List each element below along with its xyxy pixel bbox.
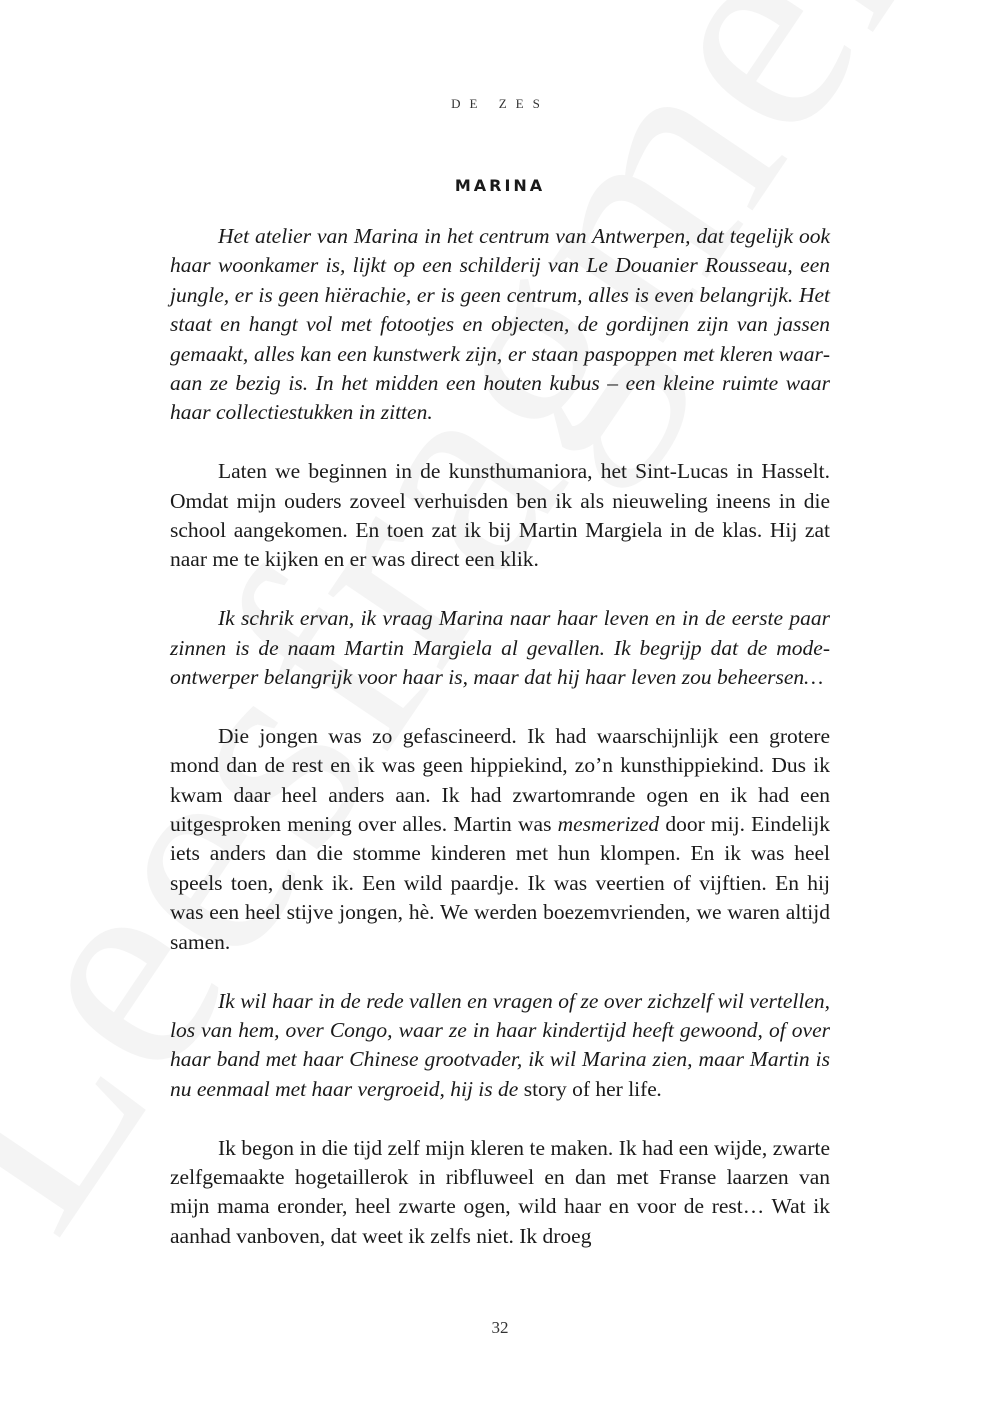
paragraph-gefascineerd-part-2: door mij. Eindelijk iets anders dan die stomme kinderen met hun klompen. En ik was heel speels toen, denk ik. Een wild paardje. Ik was veertien of vijftien. En hij was een heel stijve jongen, hè. We werden boezemvrienden, we waren altijd samen. — [170, 812, 830, 954]
paragraph-kunsthumaniora: Laten we beginnen in de kunsthumaniora, het Sint-Lucas in Hasselt. Omdat mijn ouders zoveel verhuisden ben ik als nieuweling ineens in die school aangekomen. En toen zat ik bij Martin Margiela in de klas. Hij zat naar me te kijken en er was direct een klik. — [170, 459, 830, 572]
body-text — [170, 222, 830, 1281]
paragraph-gefascineerd — [170, 722, 830, 957]
intro-paragraph: Het atelier van Marina in het centrum van Antwerpen, dat tegelijk ook haar woonkamer is, lijkt op een schilderij van Le Douanier Rousseau, een jungle, er is geen hiërachie, er is geen centrum, alles is even belangrijk. Het staat en hangt vol met fotootjes en objecten, de gordijnen zijn van jassen gemaakt, alles kan een kunstwerk zijn, er staan paspoppen met kleren waaraan ze bezig is. In het midden een houten kubus – een kleine ruimte waar haar collectiestukken in zitten. — [170, 224, 830, 425]
phrase-story-of-her-life: story of her life — [523, 1076, 657, 1101]
paragraph-kleren: Ik begon in die tijd zelf mijn kleren te maken. Ik had een wijde, zwarte zelfgemaakte hogetaillerok in ribfluweel en dan met Franse laarzen van mijn mama eronder, heel zwarte ogen, wild haar en voor de rest… Wat ik aanhad vanboven, dat weet ik zelfs niet. Ik droeg — [170, 1135, 830, 1248]
chapter-title: MARINA — [454, 176, 546, 195]
paragraph-rede-vallen-part-2: . — [656, 1076, 663, 1101]
emphasis-mesmerized: mesmerized — [557, 812, 660, 837]
paragraph-rede-vallen — [170, 987, 830, 1105]
page-number: 32 — [491, 1318, 509, 1337]
paragraph-rede-vallen-part-1: Ik wil haar in de rede vallen en vragen of ze over zichzelf wil vertellen, los van hem, over Congo, waar ze in haar kindertijd heeft gewoond, of over haar band met haar Chinese grootvader, ik wil Marina zien, maar Martin is nu eenmaal met haar vergroeid, hij is de — [170, 988, 830, 1101]
paragraph-schrik: Ik schrik ervan, ik vraag Marina naar haar leven en in de eerste paar zinnen is de naam Martin Margiela al gevallen. Ik begrijp dat de modeontwerper belangrijk voor haar is, maar dat hij haar leven zou beheersen… — [170, 606, 830, 690]
paragraph-gefascineerd-part-1: Die jongen was zo gefascineerd. Ik had waarschijnlijk een grotere mond dan de rest en ik was geen hippiekind, zo’n kunsthippiekind. Dus ik kwam daar heel anders aan. Ik had zwartomrande ogen en ik had een uitgesproken mening over alles. Martin was — [170, 723, 830, 837]
running-head: DE ZES — [451, 96, 549, 111]
